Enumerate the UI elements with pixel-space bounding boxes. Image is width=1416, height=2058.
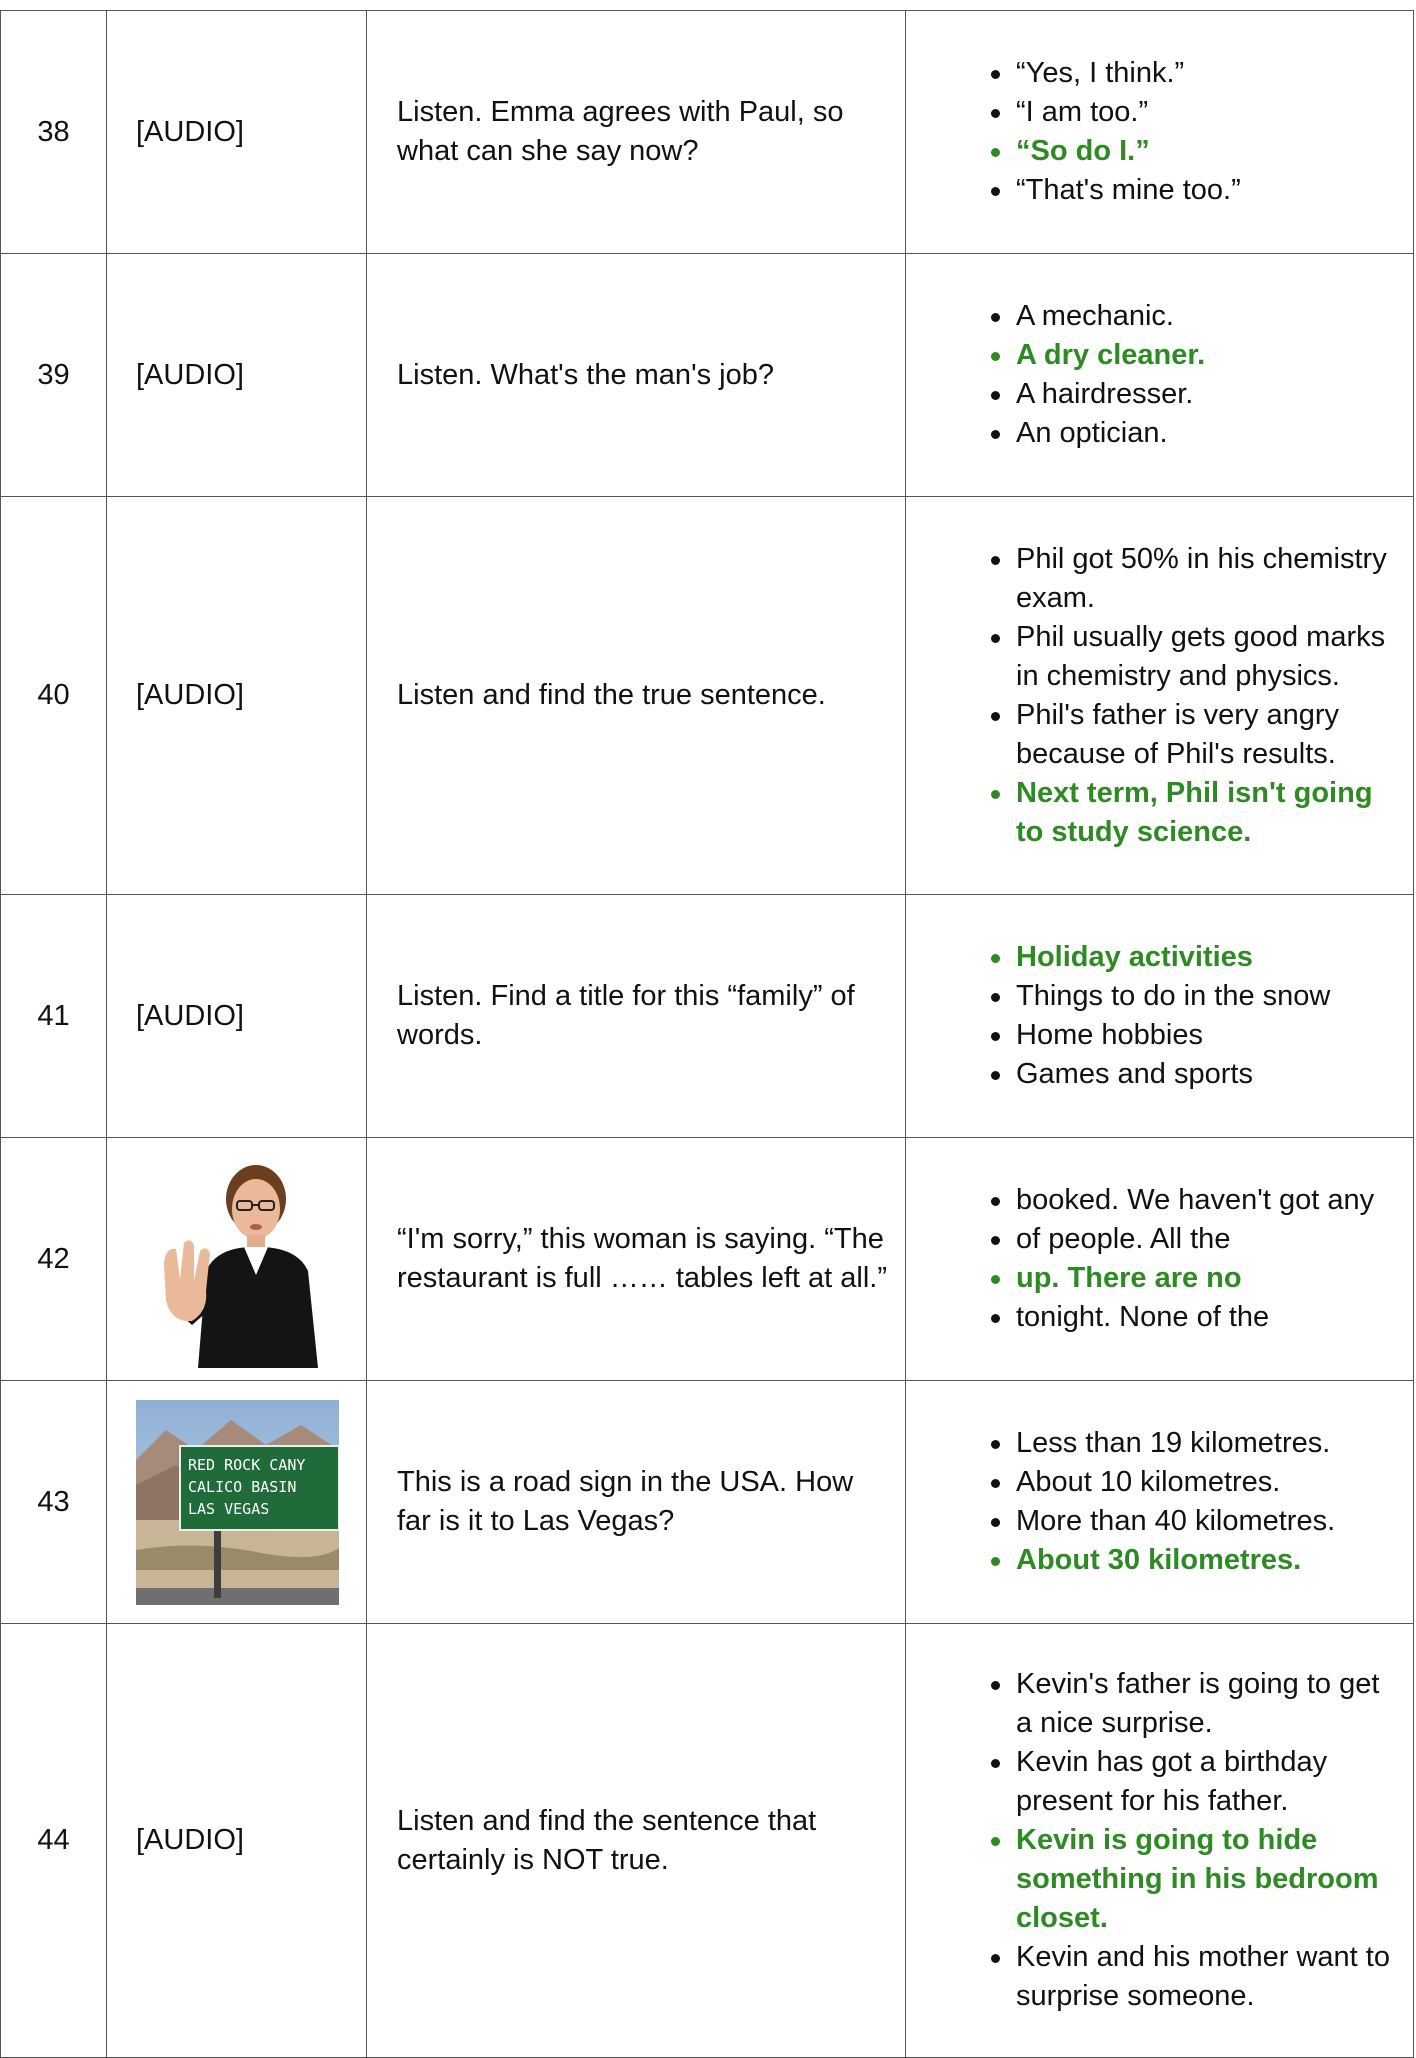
options-list <box>906 1424 1413 1580</box>
question-row <box>1 895 1414 1138</box>
option-item[interactable]: Phil got 50% in his chemistry exam. <box>906 540 1413 618</box>
image-cell <box>107 1381 367 1624</box>
question-row <box>1 11 1414 254</box>
option-item[interactable]: Phil usually gets good marks in chemistry and physics. <box>906 618 1413 696</box>
question-row <box>1 1381 1414 1624</box>
question-number: 41 <box>1 895 107 1138</box>
option-item[interactable]: “I am too.” <box>906 93 1413 132</box>
option-item[interactable]: “Yes, I think.” <box>906 54 1413 93</box>
question-row <box>1 254 1414 497</box>
audio-label[interactable]: [AUDIO] <box>107 11 367 254</box>
option-item[interactable]: An optician. <box>906 414 1413 453</box>
road-sign-image <box>136 1400 339 1605</box>
option-item-correct[interactable]: A dry cleaner. <box>906 336 1413 375</box>
option-item-correct[interactable]: Kevin is going to hide something in his bedroom closet. <box>906 1821 1413 1938</box>
question-text: Listen and find the true sentence. <box>367 497 906 895</box>
option-item-correct[interactable]: Next term, Phil isn't going to study science. <box>906 774 1413 852</box>
options-list <box>906 297 1413 453</box>
options-cell <box>906 1381 1414 1624</box>
audio-label[interactable]: [AUDIO] <box>107 254 367 497</box>
option-item[interactable]: “That's mine too.” <box>906 171 1413 210</box>
question-row <box>1 1624 1414 2058</box>
option-item-correct[interactable]: Holiday activities <box>906 938 1413 977</box>
option-item[interactable]: Kevin's father is going to get a nice surprise. <box>906 1665 1413 1743</box>
option-item[interactable]: Kevin and his mother want to surprise someone. <box>906 1938 1413 2016</box>
question-text: Listen. What's the man's job? <box>367 254 906 497</box>
question-number: 43 <box>1 1381 107 1624</box>
woman-stop-gesture-image <box>136 1151 339 1368</box>
option-item[interactable]: More than 40 kilometres. <box>906 1502 1413 1541</box>
question-number: 39 <box>1 254 107 497</box>
option-item[interactable]: of people. All the <box>906 1220 1413 1259</box>
question-row <box>1 1138 1414 1381</box>
option-item[interactable]: Home hobbies <box>906 1016 1413 1055</box>
question-text: Listen. Emma agrees with Paul, so what can she say now? <box>367 11 906 254</box>
question-text: Listen and find the sentence that certainly is NOT true. <box>367 1624 906 2058</box>
options-list <box>906 1665 1413 2016</box>
options-cell <box>906 254 1414 497</box>
sign-line: CALICO BASIN <box>188 1477 297 1496</box>
question-row <box>1 497 1414 895</box>
options-cell <box>906 1138 1414 1381</box>
option-item-correct[interactable]: About 30 kilometres. <box>906 1541 1413 1580</box>
question-number: 40 <box>1 497 107 895</box>
option-item[interactable]: Things to do in the snow <box>906 977 1413 1016</box>
option-item[interactable]: Kevin has got a birthday present for his father. <box>906 1743 1413 1821</box>
question-number: 44 <box>1 1624 107 2058</box>
quiz-table <box>0 10 1414 2058</box>
option-item-correct[interactable]: up. There are no <box>906 1259 1413 1298</box>
options-list <box>906 540 1413 852</box>
options-cell <box>906 1624 1414 2058</box>
image-cell <box>107 1138 367 1381</box>
option-item[interactable]: Games and sports <box>906 1055 1413 1094</box>
option-item-correct[interactable]: “So do I.” <box>906 132 1413 171</box>
question-number: 42 <box>1 1138 107 1381</box>
option-item[interactable]: Less than 19 kilometres. <box>906 1424 1413 1463</box>
question-text: “I'm sorry,” this woman is saying. “The restaurant is full …… tables left at all.” <box>367 1138 906 1381</box>
sign-line: RED ROCK CANY <box>188 1455 306 1474</box>
sign-line: LAS VEGAS <box>188 1499 270 1518</box>
audio-label[interactable]: [AUDIO] <box>107 895 367 1138</box>
options-cell <box>906 895 1414 1138</box>
question-number: 38 <box>1 11 107 254</box>
options-list <box>906 938 1413 1094</box>
option-item[interactable]: booked. We haven't got any <box>906 1181 1413 1220</box>
options-cell <box>906 11 1414 254</box>
option-item[interactable]: A hairdresser. <box>906 375 1413 414</box>
options-list <box>906 54 1413 210</box>
option-item[interactable]: Phil's father is very angry because of Phil's results. <box>906 696 1413 774</box>
audio-label[interactable]: [AUDIO] <box>107 1624 367 2058</box>
audio-label[interactable]: [AUDIO] <box>107 497 367 895</box>
options-cell <box>906 497 1414 895</box>
option-item[interactable]: About 10 kilometres. <box>906 1463 1413 1502</box>
option-item[interactable]: A mechanic. <box>906 297 1413 336</box>
option-item[interactable]: tonight. None of the <box>906 1298 1413 1337</box>
question-text: This is a road sign in the USA. How far is it to Las Vegas? <box>367 1381 906 1624</box>
options-list <box>906 1181 1413 1337</box>
question-text: Listen. Find a title for this “family” of words. <box>367 895 906 1138</box>
